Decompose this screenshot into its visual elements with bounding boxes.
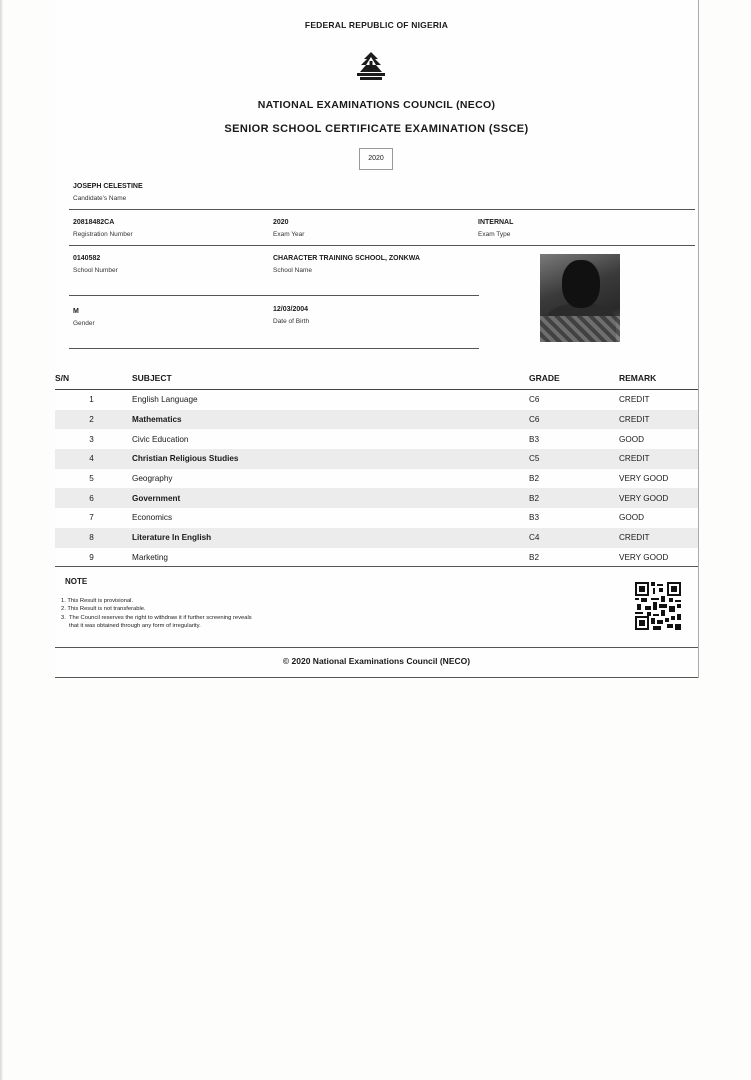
note-title: NOTE <box>65 577 88 586</box>
candidate-name-label: Candidate's Name <box>73 195 127 202</box>
header-subject: SUBJECT <box>128 367 529 390</box>
row-subject: Christian Religious Studies <box>128 449 529 469</box>
divider <box>69 348 479 349</box>
row-subject: Marketing <box>132 552 168 562</box>
school-number-label: School Number <box>73 267 118 274</box>
candidate-photo <box>540 254 620 342</box>
table-row <box>55 390 698 410</box>
row-remark: CREDIT <box>619 410 698 430</box>
date-of-birth: 12/03/2004 <box>273 306 309 313</box>
registration-number: 20818482CA <box>73 219 115 226</box>
candidate-name: JOSEPH CELESTINE <box>73 183 143 190</box>
neco-crest-icon <box>354 51 388 81</box>
note-item: that it was obtained through any form of irregularity. <box>61 623 201 630</box>
country-heading: FEDERAL REPUBLIC OF NIGERIA <box>304 20 449 30</box>
row-sn: 6 <box>55 488 128 508</box>
row-sn: 2 <box>55 410 128 430</box>
council-name: NATIONAL EXAMINATIONS COUNCIL (NECO) <box>257 99 496 111</box>
gender: M <box>73 308 79 315</box>
exam-year-box: 2020 <box>359 148 393 170</box>
header-sn: S/N <box>55 367 128 390</box>
exam-title: SENIOR SCHOOL CERTIFICATE EXAMINATION (SSCE) <box>224 123 529 135</box>
school-number: 0140582 <box>73 255 101 262</box>
divider <box>55 566 698 567</box>
row-subject: English Language <box>132 395 198 405</box>
table-row <box>55 488 698 508</box>
table-row <box>55 410 698 430</box>
school-name-label: School Name <box>273 267 313 274</box>
table-row <box>55 449 698 469</box>
row-subject: Government <box>128 488 529 508</box>
table-row <box>55 508 698 528</box>
gender-label: Gender <box>73 320 95 327</box>
copyright-footer: © 2020 National Examinations Council (NECO) <box>282 656 471 666</box>
header-remark: REMARK <box>619 367 698 390</box>
row-remark: VERY GOOD <box>619 488 698 508</box>
row-grade: B2 <box>529 552 540 562</box>
results-table <box>55 367 698 567</box>
row-grade: C6 <box>529 395 540 405</box>
row-grade: B2 <box>529 488 619 508</box>
row-remark: VERY GOOD <box>619 552 669 562</box>
registration-number-label: Registration Number <box>73 231 133 238</box>
header-grade: GRADE <box>529 367 619 390</box>
note-item: 3. The Council reserves the right to withdraw it if further screening reveals <box>61 614 252 621</box>
divider <box>69 295 479 296</box>
page-edge <box>0 0 3 1080</box>
table-row <box>55 429 698 449</box>
exam-type-label: Exam Type <box>478 231 511 238</box>
row-subject: Mathematics <box>128 410 529 430</box>
exam-year-label: Exam Year <box>273 231 305 238</box>
row-sn: 5 <box>89 474 94 484</box>
note-item: 2. This Result is not transferable. <box>61 606 146 613</box>
row-remark: CREDIT <box>619 528 698 548</box>
note-list <box>61 597 252 631</box>
qr-code-icon <box>635 582 681 630</box>
row-subject: Civic Education <box>132 434 189 444</box>
row-remark: CREDIT <box>619 449 698 469</box>
row-remark: VERY GOOD <box>619 474 669 484</box>
row-grade: C4 <box>529 528 619 548</box>
row-sn: 1 <box>89 395 94 405</box>
divider <box>55 677 698 678</box>
row-sn: 9 <box>89 552 94 562</box>
row-subject: Literature In English <box>128 528 529 548</box>
table-row <box>55 548 698 568</box>
row-subject: Geography <box>132 474 173 484</box>
row-sn: 7 <box>89 513 94 523</box>
result-slip <box>55 0 699 678</box>
school-name: CHARACTER TRAINING SCHOOL, ZONKWA <box>273 255 420 262</box>
exam-year: 2020 <box>273 219 289 226</box>
row-grade: C5 <box>529 449 619 469</box>
table-row <box>55 469 698 489</box>
row-remark: GOOD <box>619 434 645 444</box>
row-grade: B3 <box>529 434 540 444</box>
row-remark: GOOD <box>619 513 645 523</box>
date-of-birth-label: Date of Birth <box>273 318 310 325</box>
note-item: 1. This Result is provisional. <box>61 598 134 604</box>
row-grade: B2 <box>529 474 540 484</box>
exam-type: INTERNAL <box>478 219 514 226</box>
row-grade: B3 <box>529 513 540 523</box>
row-subject: Economics <box>132 513 173 523</box>
divider <box>55 647 698 648</box>
row-grade: C6 <box>529 410 619 430</box>
row-sn: 8 <box>55 528 128 548</box>
row-remark: CREDIT <box>619 395 650 405</box>
divider <box>69 209 695 210</box>
table-row <box>55 528 698 548</box>
row-sn: 3 <box>89 434 94 444</box>
divider <box>69 245 695 246</box>
row-sn: 4 <box>55 449 128 469</box>
